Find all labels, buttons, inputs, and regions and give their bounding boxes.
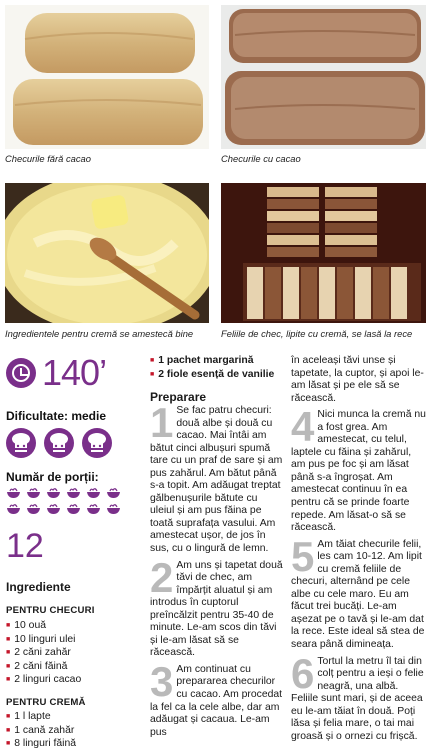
list-item: ■ 1 l lapte bbox=[6, 711, 76, 725]
bowl-icon bbox=[46, 487, 61, 499]
bowl-icon bbox=[26, 503, 41, 515]
bowl-icon bbox=[106, 487, 121, 499]
portions-label: Număr de porții: bbox=[6, 470, 99, 484]
ingredients-title: Ingrediente bbox=[6, 580, 71, 594]
portion-bowls bbox=[6, 487, 126, 519]
photo-layered-slices bbox=[221, 183, 426, 323]
list-item: ■ 10 ouă bbox=[6, 620, 81, 634]
step-3-continued: în aceleași tăvi unse și tapetate, la cuptor, și apoi le-am lăsat și pe ele să se răcească. bbox=[291, 355, 424, 404]
prep-time: 140’ bbox=[42, 352, 107, 393]
clock-icon bbox=[6, 358, 36, 388]
prep-column-middle bbox=[150, 399, 284, 739]
checuri-title: PENTRU CHECURI bbox=[6, 605, 95, 616]
caption-photo2: Checurile cu cacao bbox=[221, 153, 301, 164]
bowl-icon bbox=[86, 503, 101, 515]
list-item: ■ 2 linguri cacao bbox=[6, 674, 81, 688]
difficulty-label: Dificultate: medie bbox=[6, 409, 107, 423]
caption-photo3: Ingredientele pentru cremă se amestecă bine bbox=[5, 328, 194, 339]
crema-title: PENTRU CREMĂ bbox=[6, 697, 86, 708]
list-item: ■ 2 căni făină bbox=[6, 661, 81, 675]
bowl-icon bbox=[86, 487, 101, 499]
list-item: ■ 1 pachet margarină bbox=[150, 355, 274, 369]
photo-cocoa-loaves bbox=[221, 5, 426, 149]
portions-count: 12 bbox=[6, 527, 44, 565]
extra-ingredients-list bbox=[150, 355, 274, 382]
prep-column-right bbox=[291, 355, 427, 743]
step-6: 6 Tortul la metru îl tai din colț pentru a ieși o felie neagră, una albă. Feliile sunt mari, și de aceea eu le-am tăiat în două. Poți lăsa și felia mare, o tai mai groasă și o ornezi cu frișcă. bbox=[291, 649, 424, 742]
list-item: ■ 2 căni zahăr bbox=[6, 647, 81, 661]
bowl-icon bbox=[6, 503, 21, 515]
chef-hat-icon bbox=[6, 428, 36, 458]
list-item: ■ 10 linguri ulei bbox=[6, 634, 81, 648]
chef-hat-icon bbox=[82, 428, 112, 458]
bowl-icon bbox=[66, 503, 81, 515]
step-1: 1 Se fac patru checuri: două albe și două cu cacao. Mai întâi am bătut cinci albușuri spumă tare cu un praf de sare și am pus zahărul. Am bătut până s-a topit. Am adăugat treptat gălbenușurile bătute cu uleiul și am pus făina pe toată suprafața vasului. Am amestecat ușor, de jos în sus, cu o lingură de lemn. bbox=[150, 399, 283, 555]
bowl-icon bbox=[66, 487, 81, 499]
crema-list bbox=[6, 711, 76, 750]
step-4: 4 Nici munca la cremă nu a fost grea. Am amestecat, cu telul, laptele cu făina și zahărul, am pus pe foc și am lăsat până s-a îngroșat. Am amestecat continuu în ea pentru că se prinde foarte repede. Am lăsat-o să se răcească. bbox=[291, 403, 426, 534]
step-2: 2 Am uns și tapetat două tăvi de chec, am împărțit aluatul și am introdus în cuptorul preîncălzit pentru 35-40 de minute. Le-am scos din tăvi și le-am lăsat să se răcească. bbox=[150, 553, 283, 659]
list-item: ■ 2 fiole esență de vanilie bbox=[150, 369, 274, 383]
list-item: ■ 8 linguri făină bbox=[6, 738, 76, 750]
bowl-icon bbox=[26, 487, 41, 499]
chef-hat-icon bbox=[44, 428, 74, 458]
bowl-icon bbox=[6, 487, 21, 499]
step-3: 3 Am continuat cu prepararea checurilor cu cacao. Am procedat la fel ca la cele albe, dar am adăugat și cacaua. Le-am pus bbox=[150, 657, 283, 738]
list-item: ■ 1 cană zahăr bbox=[6, 725, 76, 739]
prep-title: Preparare bbox=[150, 390, 207, 404]
step-5: 5 Am tăiat checurile felii, les cam 10-12. Am lipit cu cremă feliile de checuri, alternând pe cele albe cu cele maro. Eu am făcut trei bucăți. Le-am așezat pe o tavă și le-am dat la rece. Este ideal să stea de seara până dimineața. bbox=[291, 532, 425, 651]
checuri-list bbox=[6, 620, 81, 688]
caption-photo1: Checurile fără cacao bbox=[5, 153, 91, 164]
photo-cream-mixing bbox=[5, 183, 209, 323]
caption-photo4: Feliile de chec, lipite cu cremă, se lasă la rece bbox=[221, 328, 413, 339]
photo-plain-loaves bbox=[5, 5, 209, 149]
bowl-icon bbox=[106, 503, 121, 515]
bowl-icon bbox=[46, 503, 61, 515]
